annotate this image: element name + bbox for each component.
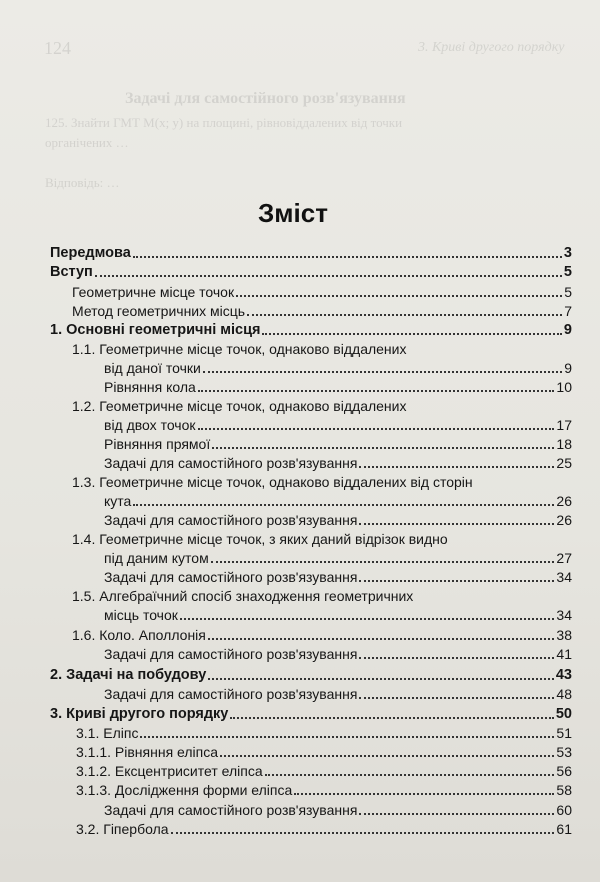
toc-entry[interactable] xyxy=(104,644,572,664)
toc-entry[interactable] xyxy=(72,282,572,302)
toc-entry-label-continued: від двох точок xyxy=(104,417,196,433)
toc-entry-label: Задачі для самостійного розв'язування xyxy=(104,802,358,818)
toc-entry-page: 34 xyxy=(556,569,572,585)
toc-entry-label[interactable]: 1.1. Геометричне місце точок, однаково віддалених xyxy=(72,341,407,357)
toc-entry[interactable] xyxy=(50,262,572,282)
toc-entry-label[interactable]: 1.4. Геометричне місце точок, з яких даний відрізок видно xyxy=(72,531,448,547)
toc-entry[interactable] xyxy=(50,665,572,685)
toc-entry[interactable] xyxy=(50,320,572,340)
toc-entry-page: 48 xyxy=(556,686,572,702)
leader-dots xyxy=(211,560,555,563)
toc-entry-label: Задачі для самостійного розв'язування xyxy=(104,512,358,528)
toc-entry-label: 3.1. Еліпс xyxy=(76,725,139,741)
toc-entry-page: 26 xyxy=(556,493,572,509)
toc-entry-page: 38 xyxy=(556,627,572,643)
leader-dots xyxy=(359,656,554,659)
toc-entry-label: Задачі для самостійного розв'язування xyxy=(104,686,358,702)
toc-entry[interactable] xyxy=(104,548,572,568)
show-through-text: 124 3. Криві другого порядку Задачі для самостійного розв'язування 125. Знайти ГМТ M(x; y) на площині, рівновіддалених від точки органічених … Відповідь: … xyxy=(44,38,565,190)
toc-entry-page: 60 xyxy=(556,802,572,818)
toc-entry-page: 27 xyxy=(556,550,572,566)
leader-dots xyxy=(230,716,554,719)
contents-title: Зміст xyxy=(258,198,328,228)
leader-dots xyxy=(140,735,554,738)
toc-entry-page: 25 xyxy=(556,455,572,471)
toc-entry[interactable] xyxy=(104,510,572,530)
toc-entry-page: 7 xyxy=(564,303,572,319)
toc-entry-label: 3. Криві другого порядку xyxy=(50,706,229,722)
toc-entry-label: Геометричне місце точок xyxy=(72,284,235,300)
leader-dots xyxy=(133,503,554,506)
toc-entry-page: 5 xyxy=(563,264,572,280)
toc-entry-page: 53 xyxy=(556,744,572,760)
toc-entry[interactable] xyxy=(104,453,572,473)
toc-entry[interactable] xyxy=(76,723,572,743)
leader-dots xyxy=(212,446,554,449)
toc-entry-label: 1. Основні геометричні місця xyxy=(50,322,261,338)
toc-entry[interactable] xyxy=(104,605,572,625)
toc-entry-label-continued: місць точок xyxy=(104,607,178,623)
toc-entry[interactable] xyxy=(104,491,572,511)
toc-entry[interactable] xyxy=(104,800,572,820)
toc-entry-page: 41 xyxy=(556,646,572,662)
toc-entry-label: Рівняння прямої xyxy=(104,436,211,452)
toc-entry-label: Задачі для самостійного розв'язування xyxy=(104,646,358,662)
toc-entry-label: 3.2. Гіпербола xyxy=(76,821,169,837)
toc-entry-label: 3.1.3. Дослідження форми еліпса xyxy=(76,782,293,798)
toc-entry[interactable] xyxy=(104,358,572,378)
toc-entry-label: 2. Задачі на побудову xyxy=(50,667,207,683)
toc-entry-label: 1.6. Коло. Аполлонія xyxy=(72,627,206,643)
leader-dots xyxy=(359,465,554,468)
leader-dots xyxy=(198,427,555,430)
toc-entry-page: 5 xyxy=(564,284,572,300)
toc-entry[interactable] xyxy=(72,625,572,645)
toc-entry-label[interactable]: 1.3. Геометричне місце точок, однаково віддалених від сторін xyxy=(72,474,473,490)
toc-entry-label: Передмова xyxy=(50,245,131,261)
toc-entry[interactable] xyxy=(104,684,572,704)
toc-entry-page: 34 xyxy=(556,607,572,623)
leader-dots xyxy=(203,370,562,373)
toc-entry[interactable] xyxy=(104,415,572,435)
leader-dots xyxy=(265,773,555,776)
toc-entry[interactable] xyxy=(50,243,572,263)
toc-entry-label-continued: від даної точки xyxy=(104,360,201,376)
toc-entry-label: Метод геометричних місць xyxy=(72,303,246,319)
toc-entry-label: Рівняння кола xyxy=(104,379,196,395)
toc-entry-label[interactable]: 1.5. Алгебраїчний спосіб знаходження геометричних xyxy=(72,588,414,604)
toc-entry-label: 3.1.2. Ексцентриситет еліпса xyxy=(76,763,263,779)
toc-entry-page: 58 xyxy=(556,782,572,798)
leader-dots xyxy=(294,792,554,795)
toc-entry-page: 18 xyxy=(556,436,572,452)
leader-dots xyxy=(208,637,555,640)
toc-entry-label: Задачі для самостійного розв'язування xyxy=(104,455,358,471)
toc-entry[interactable] xyxy=(104,377,572,397)
toc-entry[interactable] xyxy=(72,301,572,321)
toc-entry-page: 10 xyxy=(556,379,572,395)
toc-entry-page: 26 xyxy=(556,512,572,528)
leader-dots xyxy=(171,831,555,834)
toc-entry[interactable] xyxy=(104,434,572,454)
toc-entry-label-continued: під даним кутом xyxy=(104,550,209,566)
toc-entry-page: 50 xyxy=(555,706,572,722)
toc-entry-label: Задачі для самостійного розв'язування xyxy=(104,569,358,585)
leader-dots xyxy=(95,274,562,277)
leader-dots xyxy=(359,812,554,815)
toc-entry[interactable] xyxy=(50,704,572,724)
toc-entry[interactable] xyxy=(76,780,572,800)
leader-dots xyxy=(359,696,554,699)
toc-entry-label: 3.1.1. Рівняння еліпса xyxy=(76,744,219,760)
toc-entry-label-continued: кута xyxy=(104,493,132,509)
toc-entry-label: Вступ xyxy=(50,264,93,280)
toc-entry-page: 43 xyxy=(555,667,572,683)
leader-dots xyxy=(198,389,555,392)
leader-dots xyxy=(359,579,554,582)
toc-entry-label[interactable]: 1.2. Геометричне місце точок, однаково віддалених xyxy=(72,398,407,414)
leader-dots xyxy=(133,255,562,258)
leader-dots xyxy=(359,522,554,525)
leader-dots xyxy=(247,313,562,316)
toc-entry[interactable] xyxy=(76,819,572,839)
toc-entry-page: 56 xyxy=(556,763,572,779)
toc-entry-page: 51 xyxy=(556,725,572,741)
toc-entry[interactable] xyxy=(76,761,572,781)
toc-entry[interactable] xyxy=(104,567,572,587)
toc-entry-page: 9 xyxy=(563,322,572,338)
toc-entry-page: 17 xyxy=(556,417,572,433)
leader-dots xyxy=(208,677,554,680)
leader-dots xyxy=(262,332,561,335)
toc-entry-page: 3 xyxy=(563,245,572,261)
toc-entry[interactable] xyxy=(76,742,572,762)
leader-dots xyxy=(236,294,562,297)
leader-dots xyxy=(180,617,555,620)
toc-entry-page: 9 xyxy=(564,360,572,376)
toc-entry-page: 61 xyxy=(556,821,572,837)
leader-dots xyxy=(220,754,554,757)
